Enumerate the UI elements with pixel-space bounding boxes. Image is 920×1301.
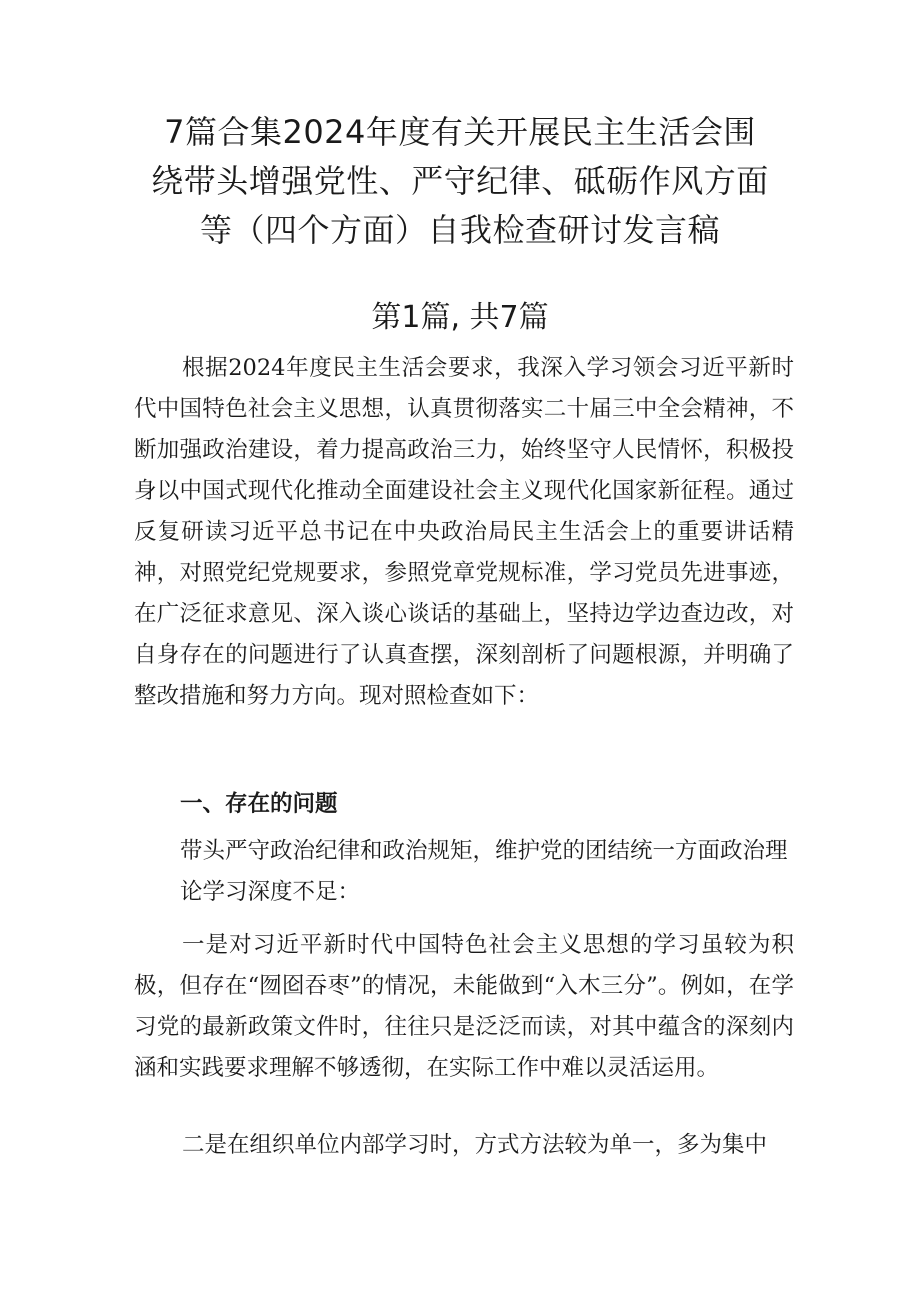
point-two-paragraph: 二是在组织单位内部学习时，方式方法较为单一，多为集中 bbox=[182, 1132, 768, 1158]
document-title bbox=[130, 108, 790, 255]
sub-heading-paragraph: 带头严守政治纪律和政治规矩，维护党的团结统一方面政治理论学习深度不足： bbox=[180, 838, 788, 905]
intro-paragraph: 根据2024年度民主生活会要求，我深入学习领会习近平新时代中国特色社会主义思想，认真贯彻落实二十届三中全会精神，不断加强政治建设，着力提高政治三力，始终坚守人民情怀，积极投身以中国式现代化推动全面建设社会主义现代化国家新征程。通过反复研读习近平总书记在中央政治局民主生活会上的重要讲话精神，对照党纪党规要求，参照党章党规标准，学习党员先进事迹，在广泛征求意见、深入谈心谈话的基础上，坚持边学边查边改，对自身存在的问题进行了认真查摆，深刻剖析了问题根源，并明确了整改措施和努力方向。现对照检查如下： bbox=[134, 355, 794, 709]
document-subtitle: 第1篇, 共7篇 bbox=[371, 300, 549, 335]
point-one-paragraph: 一是对习近平新时代中国特色社会主义思想的学习虽较为积极，但存在“囫囵吞枣”的情况，未能做到“入木三分”。例如，在学习党的最新政策文件时，往往只是泛泛而读，对其中蕴含的深刻内涵和实践要求理解不够透彻，在实际工作中难以灵活运用。 bbox=[134, 932, 794, 1081]
title-line-2: 绕带头增强党性、严守纪律、砥砺作风方面 bbox=[151, 162, 769, 200]
title-line-3: 等（四个方面）自我检查研讨发言稿 bbox=[199, 211, 720, 249]
title-line-1: 7篇合集2024年度有关开展民主生活会围 bbox=[164, 113, 756, 151]
section-heading: 一、存在的问题 bbox=[180, 791, 338, 817]
